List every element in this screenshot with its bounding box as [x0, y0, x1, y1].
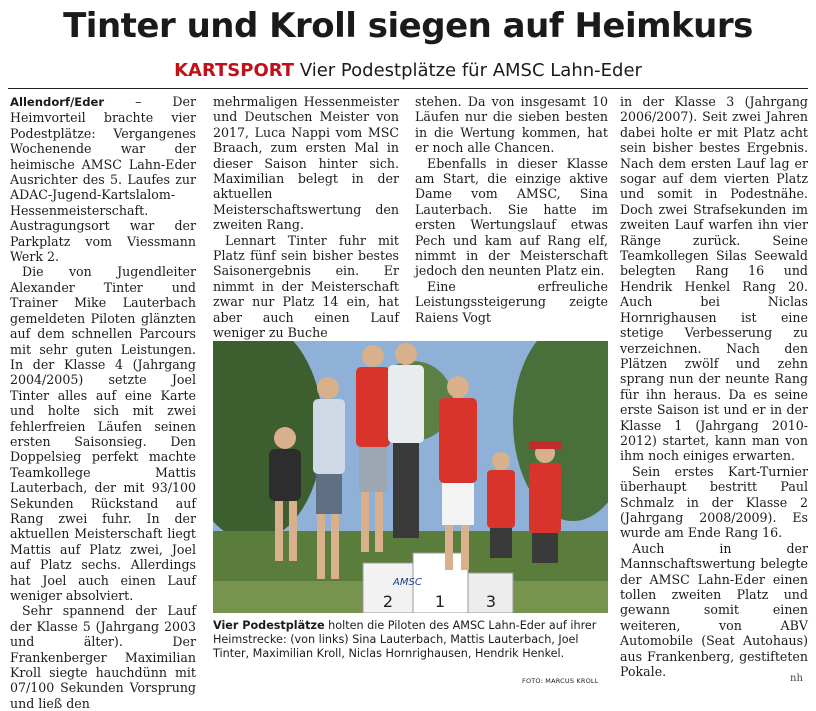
podium-place-1: 1 — [434, 592, 446, 611]
person-maximilian — [388, 343, 424, 538]
subheadline — [0, 60, 816, 81]
photo-caption — [213, 619, 608, 662]
caption-text: holten die Piloten des AMSC Lahn-Eder auf ihrer Heimstrecke: (von links) Sina Lauterbach, Mattis Lauterbach, Joel Tinter, Maximilian Kroll, Niclas Hornrighausen, Hendrik Henkel. — [213, 619, 597, 661]
header-divider — [8, 88, 808, 89]
article-column-2 — [213, 94, 399, 341]
paragraph: mehrmaligen Hessenmeister und Deutschen Meister von 2017, Luca Nappi vom MSC Braach, zum ersten Mal in dieser Saison hinter sich. Maximilian belegt in der aktuellen Meisterschaftswertung den zweiten Rang. — [213, 94, 399, 233]
author-signature: nh — [790, 673, 803, 684]
subheadline-text: Vier Podestplätze für AMSC Lahn-Eder — [299, 60, 642, 81]
paragraph: in der Klasse 3 (Jahrgang 2006/2007). Seit zwei Jahren dabei holte er mit Platz acht sein bisher bestes Ergebnis. Nach dem ersten Lauf lag er sogar auf dem vierten Platz und somit in Podestnähe. Doch zwei Strafsekunden im zweiten Lauf warfen ihn vier Ränge zurück. Seine Teamkollegen Silas Seewald belegten Rang 16 und Hendrik Henkel Rang 20. Auch bei Niclas Hornrighausen ist eine stetige Verbesserung zu verzeichnen. Nach den Plätzen zwölf und zehn sprang nun der neunte Rang für ihn heraus. Da es seine erste Saison ist und er in der Klasse 1 (Jahrgang 2010-2012) startet, kann man von ihm noch einiges erwarten. — [620, 94, 808, 464]
paragraph: Allendorf/Eder – Der Heimvorteil brachte vier Podestplätze: Vergangenes Wochenende war der heimische AMSC Lahn-Eder Ausrichter des 5. Laufes zur ADAC-Jugend-Kartslalom-Hessenmeisterschaft. Austragungsort war der Parkplatz vom Viessmann Werk 2. — [10, 94, 196, 265]
dateline: Allendorf/Eder — [10, 95, 105, 109]
paragraph: Ebenfalls in dieser Klasse am Start, die einzige aktive Dame vom AMSC, Sina Lauterbach. Sie hatte im ersten Wertungslauf etwas Pech und kam auf Rang elf, nimmt in der Meisterschaft jedoch den neunten Platz ein. — [415, 155, 608, 279]
section-kicker: KARTSPORT — [174, 60, 295, 81]
paragraph: stehen. Da von insgesamt 10 Läufen nur die sieben besten in die Wertung kommen, hat er noch alle Chancen. — [415, 94, 608, 156]
paragraph: Lennart Tinter fuhr mit Platz fünf sein bisher bestes Saisonergebnis ein. Er nimmt in der Meisterschaft zwar nur Platz 14 ein, hat aber auch einen Lauf weniger zu Buche — [213, 232, 399, 341]
podium-logo-text: AMSC — [393, 577, 422, 588]
paragraph: Eine erfreuliche Leistungssteigerung zeigte Raiens Vogt — [415, 278, 608, 325]
team-photo — [213, 341, 608, 613]
caption-lead: Vier Podestplätze — [213, 619, 325, 632]
podium-place-3: 3 — [485, 592, 497, 611]
paragraph: Auch in der Mannschaftswertung belegte der AMSC Lahn-Eder einen tollen zweiten Platz und gewann somit einen weiteren, von ABV Automobile (Seat Autohaus) aus Frankenberg, gestifteten Pokale. — [620, 540, 808, 680]
photo-credit: FOTO: MARCUS KROLL — [522, 677, 599, 685]
podium-place-2: 2 — [382, 592, 394, 611]
paragraph: Sehr spannend der Lauf der Klasse 5 (Jahrgang 2003 und älter). Der Frankenberger Maximilian Kroll siegte hauchdünn mit 07/100 Sekunden Vorsprung und ließ den — [10, 603, 196, 711]
headline: Tinter und Kroll siegen auf Heimkurs — [63, 6, 753, 46]
article-column-4 — [620, 94, 808, 679]
paragraph: Die von Jugendleiter Alexander Tinter und Trainer Mike Lauterbach gemeldeten Piloten glänzten auf dem schnellen Parcours mit sehr guten Leistungen. In der Klasse 4 (Jahrgang 2004/2005) setzte Joel Tinter alles auf eine Karte und holte sich mit zwei fehlerfreien Läufen seinen ersten Saisonsieg. Den Doppelsieg perfekt machte Teamkollege Mattis Lauterbach, der mit 93/100 Sekunden Rückstand auf Rang zwei fuhr. In der aktuellen Meisterschaft liegt Mattis auf Platz zwei, Joel auf Platz sechs. Allerdings hat Joel auch einen Lauf weniger absolviert. — [10, 264, 196, 603]
article-column-3 — [415, 94, 608, 325]
article-column-1 — [10, 94, 196, 711]
paragraph: Sein erstes Kart-Turnier überhaupt bestritt Paul Schmalz in der Klasse 2 (Jahrgang 2008/2009). Es wurde am Ende Rang 16. — [620, 463, 808, 541]
